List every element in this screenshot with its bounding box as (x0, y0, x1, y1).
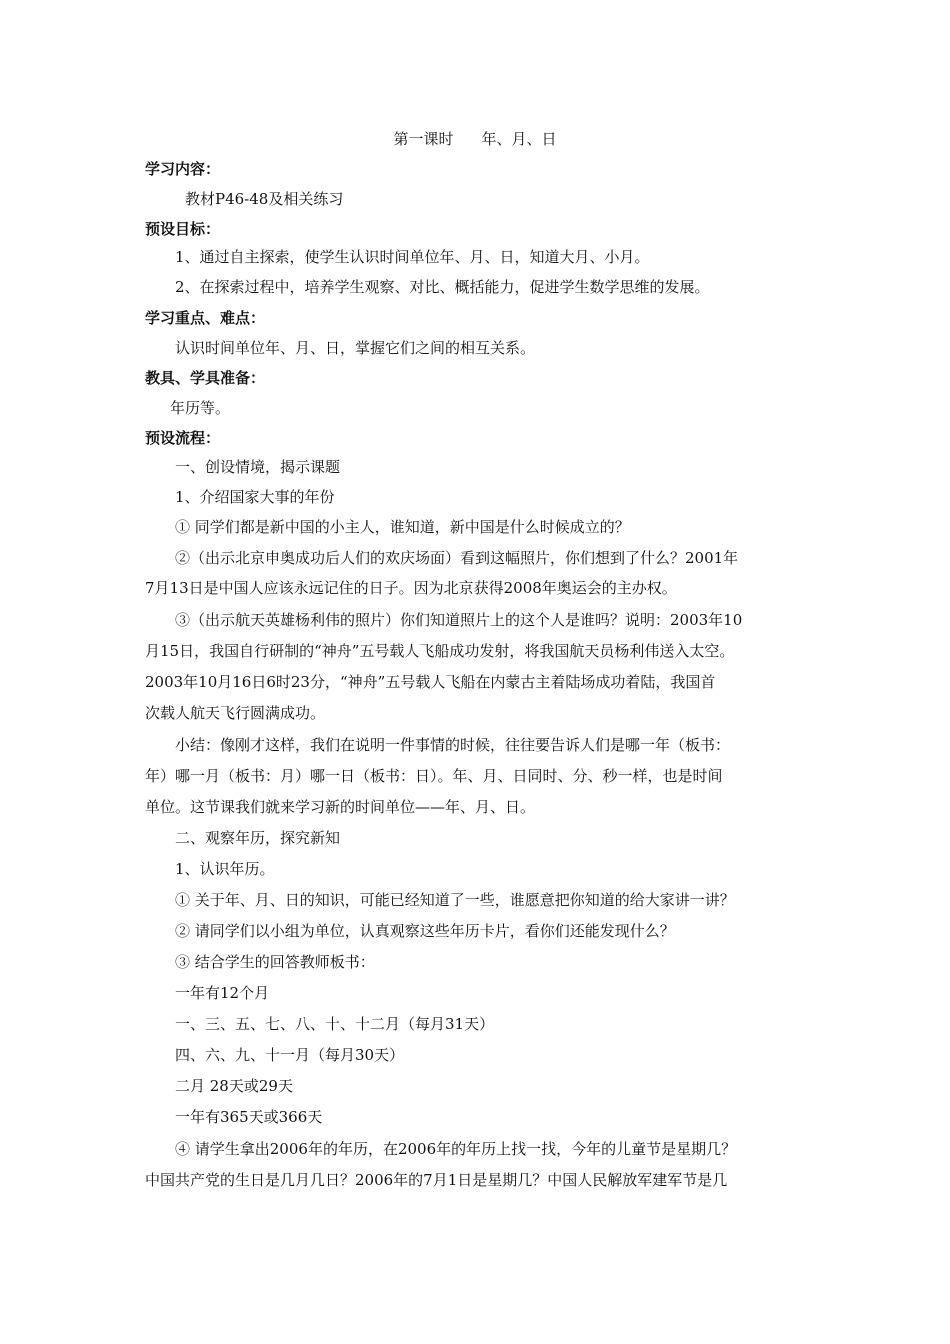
body-line: 二、观察年历，探究新知 (175, 829, 341, 847)
content-heading: 学习内容： (145, 160, 221, 178)
body-line: ②（出示北京申奥成功后人们的欢庆场面）看到这幅照片，你们想到了什么？2001年 (175, 549, 739, 567)
body-line: 2003年10月16日6时23分，“神舟”五号载人飞船在内蒙古主着陆场成功着陆，我国首 (145, 673, 716, 691)
tools-heading: 教具、学具准备： (145, 369, 266, 387)
body-line: 1、认识年历。 (175, 860, 275, 878)
title-lesson: 第一课时 (393, 130, 454, 148)
body-line: 一、三、五、七、八、十、十二月（每月31天） (175, 1015, 495, 1033)
goal-item: 1、通过自主探索，使学生认识时间单位年、月、日，知道大月、小月。 (175, 248, 650, 266)
body-line: ③ 结合学生的回答教师板书： (175, 953, 375, 971)
body-line: ④ 请学生拿出2006年的年历，在2006年的年历上找一找，今年的儿童节是星期几？ (175, 1140, 737, 1158)
body-line: 中国共产党的生日是几月几日？2006年的7月1日是星期几？中国人民解放军建军节是几 (145, 1171, 728, 1189)
focus-heading: 学习重点、难点： (145, 309, 266, 327)
body-line: 一年有12个月 (175, 984, 270, 1002)
page-title (0, 124, 950, 154)
goal-item: 2、在探索过程中，培养学生观察、对比、概括能力，促进学生数学思维的发展。 (175, 278, 710, 296)
process-heading: 预设流程： (145, 429, 221, 447)
body-line: 1、介绍国家大事的年份 (175, 488, 335, 506)
body-line: 一年有365天或366天 (175, 1108, 323, 1126)
body-line: 次载人航天飞行圆满成功。 (145, 704, 326, 722)
tools-text: 年历等。 (170, 399, 231, 417)
body-line: ① 关于年、月、日的知识，可能已经知道了一些，谁愿意把你知道的给大家讲一讲？ (175, 891, 735, 909)
body-line: 年）哪一月（板书：月）哪一日（板书：日）。年、月、日同时、分、秒一样，也是时间 (145, 767, 723, 785)
body-line: ② 请同学们以小组为单位，认真观察这些年历卡片，看你们还能发现什么？ (175, 922, 675, 940)
goals-heading: 预设目标： (145, 220, 221, 238)
body-line: 四、六、九、十一月（每月30天） (175, 1046, 405, 1064)
body-line: ① 同学们都是新中国的小主人，谁知道，新中国是什么时候成立的？ (175, 518, 630, 536)
content-text: 教材P46-48及相关练习 (185, 190, 344, 208)
body-line: 一、创设情境，揭示课题 (175, 458, 341, 476)
body-line: 二月 28天或29天 (175, 1077, 293, 1095)
body-line: 月15日，我国自行研制的“神舟”五号载人飞船成功发射，将我国航天员杨利伟送入太空。 (145, 642, 735, 660)
body-line: ③（出示航天英雄杨利伟的照片）你们知道照片上的这个人是谁吗？说明：2003年10 (175, 611, 743, 629)
body-line: 小结：像刚才这样，我们在说明一件事情的时候，往往要告诉人们是哪一年（板书： (175, 736, 731, 754)
body-line: 7月13日是中国人应该永远记住的日子。因为北京获得2008年奥运会的主办权。 (145, 579, 677, 597)
title-topic: 年、月、日 (481, 130, 557, 148)
focus-text: 认识时间单位年、月、日，掌握它们之间的相互关系。 (175, 339, 536, 357)
body-line: 单位。这节课我们就来学习新的时间单位——年、月、日。 (145, 798, 536, 816)
